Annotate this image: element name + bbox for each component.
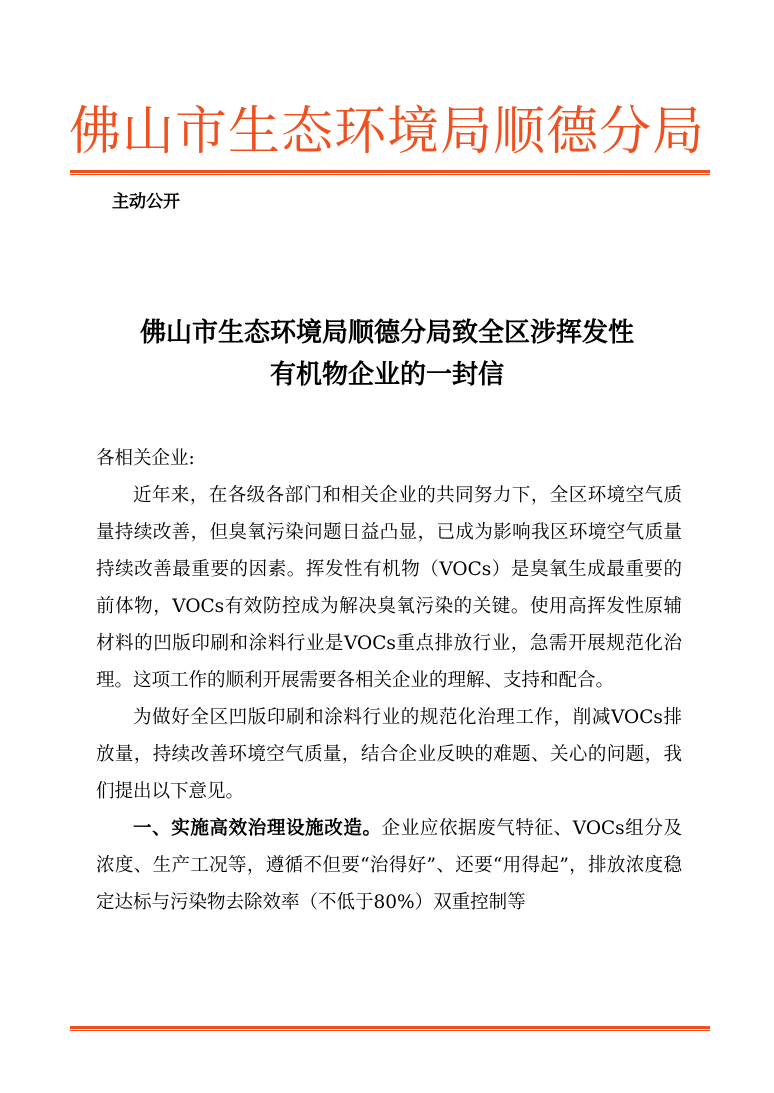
document-title-line-2: 有机物企业的一封信 (269, 360, 504, 390)
paragraph-3 (96, 810, 682, 921)
footer-divider (70, 1026, 710, 1031)
section-text-1: 企业应依据废气特征、VOCs组分及浓度、生产工况等，遵循不但要“治得好”、还要“用得起”，排放浓度稳定达标与污染物去除效率（不低于80%）双重控制等 (96, 818, 682, 913)
masthead-divider (70, 170, 710, 175)
document-title-line-1: 佛山市生态环境局顺德分局致全区涉挥发性 (139, 318, 634, 348)
letter-body (96, 440, 682, 921)
salutation: 各相关企业: (96, 448, 195, 469)
paragraph-1: 近年来，在各级各部门和相关企业的共同努力下，全区环境空气质量持续改善，但臭氧污染问题日益凸显，已成为影响我区环境空气质量持续改善最重要的因素。挥发性有机物（VOCs）是臭氧生成最重要的前体物，VOCs有效防控成为解决臭氧污染的关键。使用高挥发性原辅材料的凹版印刷和涂料行业是VOCs重点排放行业，急需开展规范化治理。这项工作的顺利开展需要各相关企业的理解、支持和配合。 (96, 485, 682, 691)
paragraph-2: 为做好全区凹版印刷和涂料行业的规范化治理工作，削减VOCs排放量，持续改善环境空气质量，结合企业反映的难题、关心的问题，我们提出以下意见。 (96, 707, 682, 802)
section-heading-1: 一、实施高效治理设施改造。 (133, 818, 382, 839)
masthead-title: 佛山市生态环境局顺德分局 (68, 102, 705, 162)
disclosure-label: 主动公开 (112, 192, 180, 212)
document-title (0, 312, 774, 396)
